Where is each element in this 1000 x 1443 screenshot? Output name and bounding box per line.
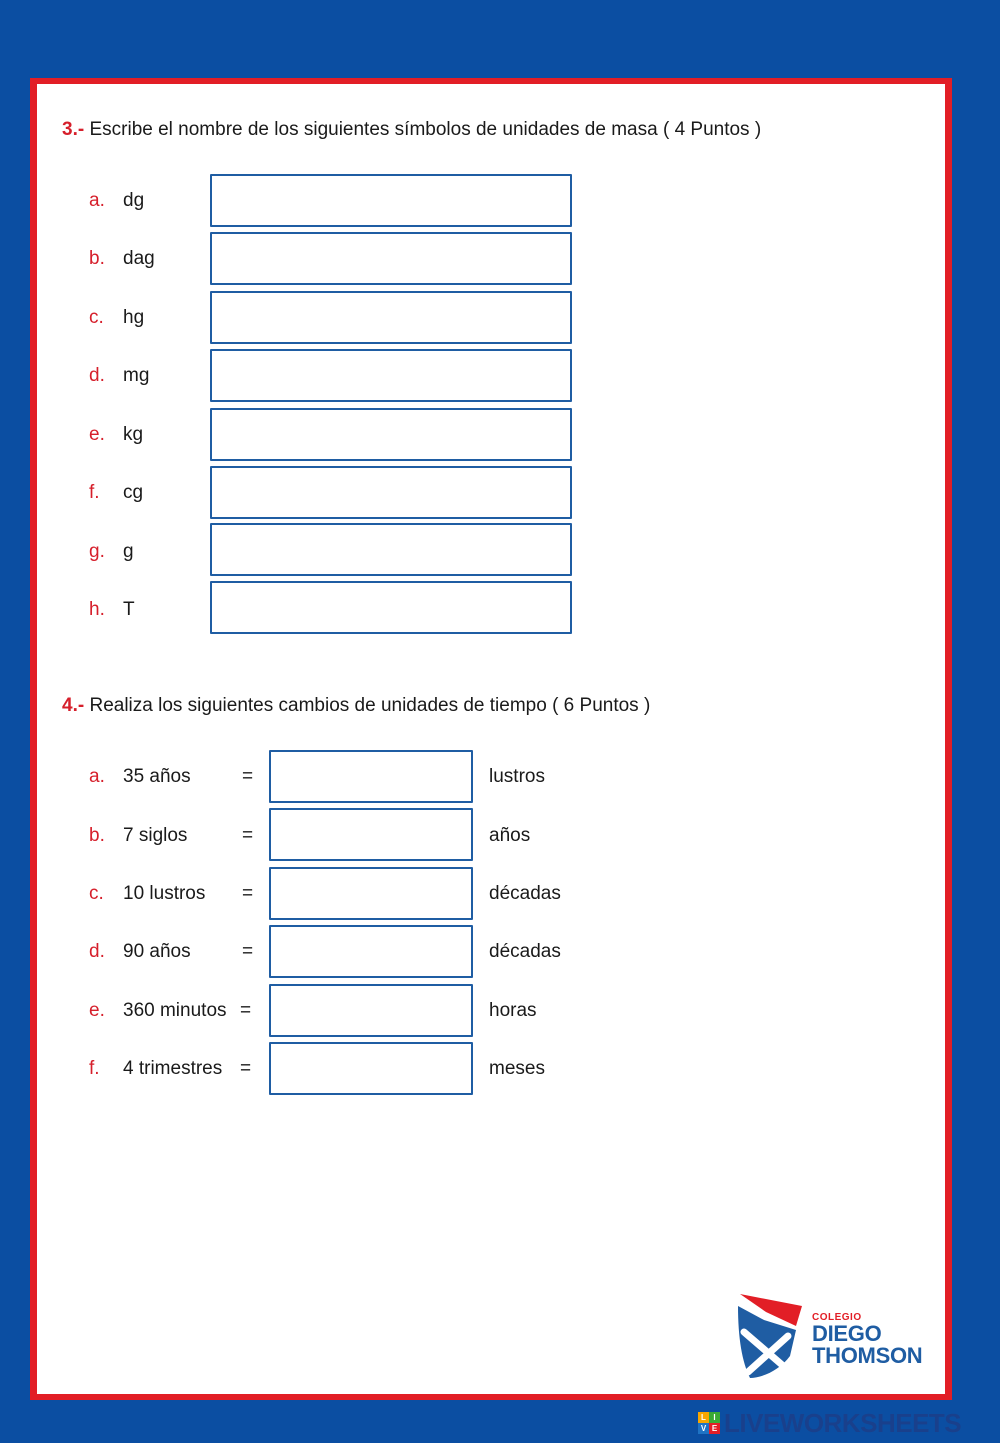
mass-answer-input-d[interactable] — [210, 349, 572, 402]
mass-item-letter: e. — [89, 424, 105, 445]
logo-small-text: COLEGIO — [812, 1312, 862, 1323]
time-item-letter: c. — [89, 883, 104, 904]
logo-line-1: DIEGO — [812, 1321, 882, 1346]
mass-answer-input-h[interactable] — [210, 581, 572, 634]
mass-item-symbol: mg — [123, 365, 150, 386]
mass-item-letter: h. — [89, 599, 105, 620]
mass-item-symbol: T — [123, 599, 135, 620]
equals-sign: = — [242, 766, 254, 787]
mass-item-letter: f. — [89, 482, 100, 503]
time-answer-input-a[interactable] — [269, 750, 473, 803]
time-item-quantity: 90 años — [123, 941, 191, 962]
time-item-target-unit: décadas — [489, 883, 561, 904]
time-answer-input-e[interactable] — [269, 984, 473, 1037]
mass-answer-input-g[interactable] — [210, 523, 572, 576]
equals-sign: = — [240, 1000, 252, 1021]
equals-sign: = — [242, 883, 254, 904]
section-3-number: 3.- — [62, 119, 85, 140]
section-3-instruction: Escribe el nombre de los siguientes símbolos de unidades de masa ( 4 Puntos ) — [89, 119, 762, 140]
mass-answer-input-b[interactable] — [210, 232, 572, 285]
mass-item-symbol: dg — [123, 190, 145, 211]
equals-sign: = — [242, 825, 254, 846]
time-answer-input-f[interactable] — [269, 1042, 473, 1095]
time-item-target-unit: décadas — [489, 941, 561, 962]
mass-item-symbol: hg — [123, 307, 145, 328]
mass-item-letter: d. — [89, 365, 105, 386]
mass-item-symbol: dag — [123, 248, 155, 269]
section-4-number: 4.- — [62, 695, 85, 716]
mass-item-symbol: cg — [123, 482, 144, 503]
time-answer-input-b[interactable] — [269, 808, 473, 861]
time-item-quantity: 35 años — [123, 766, 191, 787]
time-answer-input-d[interactable] — [269, 925, 473, 978]
liveworksheets-watermark — [698, 1408, 961, 1438]
time-item-target-unit: meses — [489, 1058, 545, 1079]
mass-answer-input-a[interactable] — [210, 174, 572, 227]
icon-letter: V — [698, 1423, 709, 1434]
school-logo-text — [812, 1312, 922, 1367]
mass-item-letter: c. — [89, 307, 104, 328]
time-item-target-unit: lustros — [489, 766, 545, 787]
logo-line-2: THOMSON — [812, 1343, 923, 1368]
time-item-quantity: 360 minutos — [123, 1000, 227, 1021]
time-answer-input-c[interactable] — [269, 867, 473, 920]
time-item-letter: b. — [89, 825, 105, 846]
mass-answer-input-e[interactable] — [210, 408, 572, 461]
section-3-heading — [62, 119, 761, 141]
icon-letter: L — [698, 1412, 709, 1423]
watermark-text: LIVEWORKSHEETS — [724, 1407, 962, 1438]
liveworksheets-logo-icon — [698, 1412, 720, 1434]
mass-answer-input-c[interactable] — [210, 291, 572, 344]
section-4-instruction: Realiza los siguientes cambios de unidades de tiempo ( 6 Puntos ) — [89, 695, 651, 716]
time-item-target-unit: años — [489, 825, 531, 846]
time-item-target-unit: horas — [489, 1000, 537, 1021]
time-item-letter: d. — [89, 941, 105, 962]
time-item-letter: e. — [89, 1000, 105, 1021]
mass-item-letter: g. — [89, 541, 105, 562]
mass-item-letter: a. — [89, 190, 105, 211]
time-item-quantity: 10 lustros — [123, 883, 206, 904]
icon-letter: E — [709, 1423, 720, 1434]
icon-letter: I — [709, 1412, 720, 1423]
time-item-letter: a. — [89, 766, 105, 787]
mass-item-letter: b. — [89, 248, 105, 269]
mass-item-symbol: g — [123, 541, 134, 562]
mass-item-symbol: kg — [123, 424, 144, 445]
section-4-heading — [62, 695, 650, 717]
time-item-quantity: 7 siglos — [123, 825, 188, 846]
equals-sign: = — [242, 941, 254, 962]
equals-sign: = — [240, 1058, 252, 1079]
mass-answer-input-f[interactable] — [210, 466, 572, 519]
time-item-letter: f. — [89, 1058, 100, 1079]
time-item-quantity: 4 trimestres — [123, 1058, 223, 1079]
